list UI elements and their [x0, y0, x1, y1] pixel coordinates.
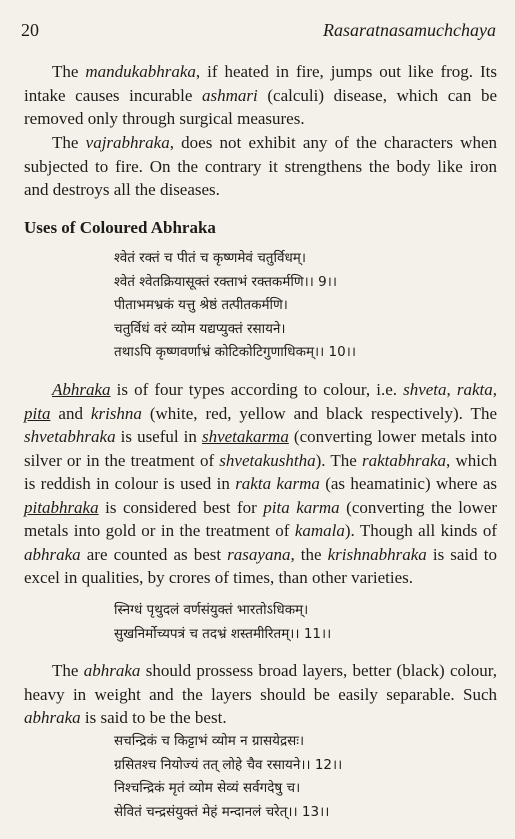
text-run: ). Though all kinds of: [344, 521, 497, 540]
text-run: The: [52, 133, 86, 152]
verse-line: सेवितं चन्द्रसंयुक्तं मेहं मन्दानलं चरेत्।। 13।।: [114, 803, 330, 820]
running-title: Rasaratnasamuchchaya: [323, 20, 496, 40]
term: rakta: [456, 380, 493, 399]
paragraph-mandukabhraka: [24, 60, 497, 131]
term: krishnabhraka: [327, 544, 427, 564]
verse-line: निश्चन्द्रिकं मृतं व्योम सेव्यं सर्वगदेषु च।: [114, 780, 301, 796]
text-run: ). The: [315, 450, 362, 470]
sanskrit-verse-9-10: [114, 247, 356, 365]
text-run: The: [52, 62, 86, 81]
term: mandukabhraka: [85, 62, 196, 81]
term: rakta karma: [235, 474, 320, 493]
paragraph-vajrabhraka: [24, 131, 497, 202]
term: kamala: [294, 521, 345, 540]
text-run: ,: [492, 380, 498, 399]
text-run: ,: [446, 380, 457, 399]
term: krishna: [90, 403, 142, 423]
verse-line: ग्रसितश्च नियोज्यं तत् लोहे चैव रसायने।। 12।।: [114, 756, 343, 773]
term: ashmari: [202, 85, 258, 105]
term: pita: [24, 403, 51, 423]
text-run: The: [52, 661, 84, 680]
term: shveta: [403, 380, 447, 399]
text-run: (converting the lower metals into gold or in the treatment of: [24, 497, 497, 540]
verse-line: श्वेतं रक्तं च पीतं च कृष्णमेवं चतुर्विधम्।: [114, 250, 306, 266]
text-run: is considered best for: [98, 497, 264, 517]
verse-line: सचन्द्रिकं च किट्टाभं व्योम न ग्रासयेद्रसः।: [114, 733, 305, 749]
term: Abhraka: [52, 380, 111, 399]
paragraph-abhraka-qualities: [24, 659, 497, 730]
text-run: (calculi) disease, which can be removed only through surgical measures.: [24, 85, 497, 128]
verse-line: चतुर्विधं वरं व्योम यद्यप्युक्तं रसायने।: [114, 320, 286, 337]
term: pita karma: [263, 497, 340, 517]
text-run: are counted as best: [80, 544, 228, 564]
text-run: is useful in: [115, 427, 202, 446]
sanskrit-verse-12-13: [114, 730, 342, 824]
term: shvetakushtha: [219, 450, 316, 470]
verse-line: स्निग्धं पृथुदलं वर्णसंयुक्तं भारतोऽधिकम्।: [114, 602, 309, 618]
text-run: , if heated in fire, jumps out like frog. Its intake causes incurable: [24, 62, 497, 105]
verse-line: श्वेतं श्वेतक्रियासूक्तं रक्ताभं रक्तकर्मणि।। 9।।: [114, 273, 337, 290]
paragraph-abhraka-types: [24, 378, 497, 590]
text-run: should prossess broad layers, better (black) colour, heavy in weight and the layers should be easily separable. Such: [24, 661, 497, 704]
sanskrit-verse-11: [114, 599, 331, 646]
text-run: and: [50, 403, 91, 423]
text-run: (as heamatinic) where as: [319, 474, 497, 493]
text-run: is of four types according to colour, i.e.: [110, 380, 404, 399]
term: shvetakarma: [201, 427, 289, 446]
term: abhraka: [24, 544, 81, 564]
term: abhraka: [24, 708, 81, 727]
text-run: is said to be the best.: [80, 708, 227, 727]
section-heading: Uses of Coloured Abhraka: [24, 218, 216, 237]
verse-line: सुखनिर्मोच्यपत्रं च तदभ्रं शस्तमीरितम्।। 11।।: [114, 625, 332, 642]
text-run: (converting lower metals into silver or in the treatment of: [24, 427, 497, 470]
verse-line: पीताभमभ्रकं यत्तु श्रेष्ठं तत्पीतकर्मणि।: [114, 297, 288, 313]
term: shvetabhraka: [24, 427, 116, 446]
text-run: , does not exhibit any of the characters when subjected to fire. On the contrary it strengthens the body like iron and destroys all the diseases.: [24, 133, 497, 199]
term: abhraka: [83, 661, 141, 680]
page-number: 20: [21, 20, 39, 40]
text-run: is said to excel in qualities, by crores of times, than other varieties.: [24, 544, 497, 587]
term: pitabhraka: [24, 497, 99, 517]
text-run: , which is reddish in colour is used in: [24, 450, 497, 493]
term: raktabhraka: [361, 450, 447, 470]
text-run: (white, red, yellow and black respectively). The: [141, 403, 497, 423]
term: rasayana: [227, 544, 291, 564]
verse-line: तथाऽपि कृष्णवर्णाभ्रं कोटिकोटिगुणाधिकम्।। 10।।: [114, 344, 356, 360]
term: vajrabhraka: [85, 133, 170, 152]
text-run: , the: [290, 544, 328, 564]
